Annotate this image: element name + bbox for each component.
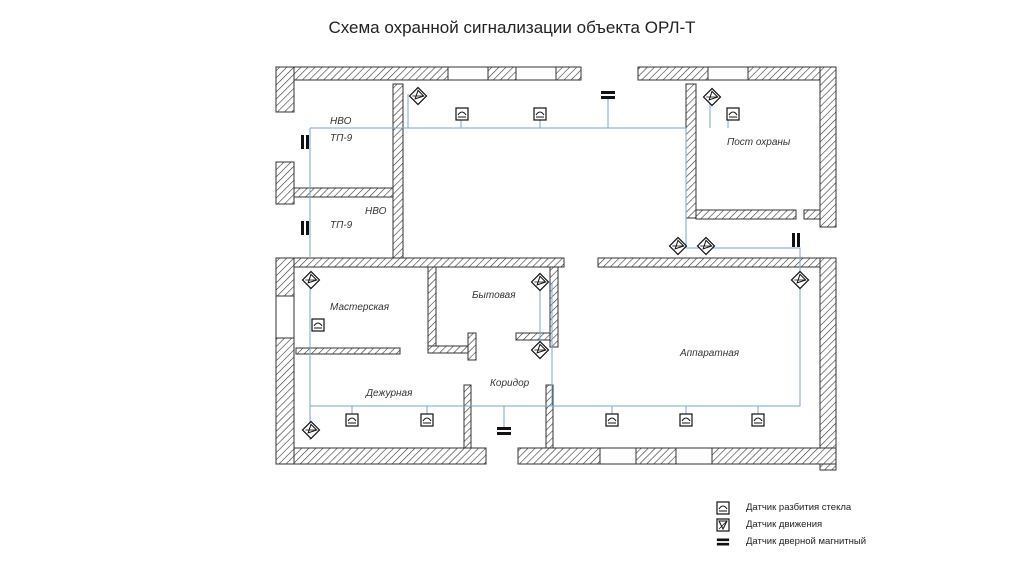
- wall-bottom-left: [276, 448, 486, 464]
- motion-sensor-icon: [532, 274, 549, 291]
- wall-guard-left: [686, 84, 696, 218]
- wall-util-right: [550, 267, 558, 347]
- room-label-tp9-bottom: ТП-9: [330, 220, 353, 231]
- glass-break-sensor-icon: [456, 108, 468, 120]
- wall-util-bottom2: [516, 333, 550, 340]
- wall-right: [820, 67, 836, 227]
- glass-break-sensor-icon: [716, 501, 730, 515]
- room-label-duty: Дежурная: [366, 388, 413, 399]
- wall-guard-bottom: [696, 210, 796, 219]
- wall-left-lower: [276, 258, 294, 464]
- door-magnetic-sensor-icon: [792, 233, 800, 247]
- wall-duty-top: [296, 348, 400, 354]
- legend-item-door-magnetic: [716, 533, 1016, 550]
- motion-sensor-icon: [698, 238, 715, 255]
- room-label-workshop: Мастерская: [330, 302, 390, 313]
- motion-sensor-icon: [670, 238, 687, 255]
- wall-right-lower: [820, 258, 836, 470]
- legend-label-motion: Датчик движения: [746, 519, 823, 530]
- glass-break-sensor-icon: [534, 108, 546, 120]
- glass-break-sensor-icon: [312, 319, 324, 331]
- wall-inner-v1: [393, 84, 403, 262]
- door-magnetic-sensor-icon: [497, 427, 511, 435]
- door-magnetic-sensor-icon: [301, 135, 309, 149]
- glass-break-sensor-icon: [346, 414, 358, 426]
- room-label-tp9-top: ТП-9: [330, 133, 353, 144]
- motion-sensor-icon: [792, 272, 809, 289]
- wall-util-stub: [468, 333, 476, 360]
- legend: [716, 499, 1016, 550]
- glass-break-sensor-icon: [752, 414, 764, 426]
- glass-break-sensor-icon: [421, 414, 433, 426]
- wall-guard-bottom-r: [804, 210, 820, 219]
- legend-label-glass-break: Датчик разбития стекла: [746, 502, 852, 513]
- wall-left-mid: [276, 162, 294, 204]
- wall-corridor-top-right: [598, 258, 820, 267]
- glass-break-sensor-icon: [680, 414, 692, 426]
- motion-sensor-icon: [704, 89, 721, 106]
- motion-sensor-icon: [303, 272, 320, 289]
- wall-corr-left: [464, 385, 471, 448]
- legend-item-motion: [716, 516, 1016, 533]
- wall-corridor-top: [294, 258, 564, 267]
- motion-sensor-icon: [532, 342, 549, 359]
- door-magnetic-sensor-icon: [716, 535, 730, 549]
- wall-util-left: [428, 267, 436, 351]
- legend-item-glass-break: [716, 499, 1016, 516]
- wall-left-upper: [276, 67, 294, 112]
- walls: [276, 67, 836, 470]
- room-label-corridor: Коридор: [490, 378, 530, 389]
- wall-inner-h-mid: [294, 188, 393, 197]
- room-label-equipment: Аппаратная: [680, 348, 740, 359]
- door-magnetic-sensor-icon: [601, 91, 615, 99]
- motion-sensor-icon: [716, 518, 730, 532]
- glass-break-sensor-icon: [606, 414, 618, 426]
- room-label-nvo-top: НВО: [330, 116, 352, 127]
- diagram-title: Схема охранной сигнализации объекта ОРЛ-Т: [328, 18, 696, 37]
- legend-label-door-magnetic: Датчик дверной магнитный: [746, 536, 867, 547]
- room-label-utility: Бытовая: [472, 290, 516, 301]
- motion-sensor-icon: [303, 422, 320, 439]
- door-magnetic-sensor-icon: [301, 221, 309, 235]
- room-label-nvo-bottom: НВО: [365, 206, 387, 217]
- room-label-guard-post: Пост охраны: [727, 137, 791, 148]
- motion-sensor-icon: [410, 88, 427, 105]
- glass-break-sensor-icon: [727, 108, 739, 120]
